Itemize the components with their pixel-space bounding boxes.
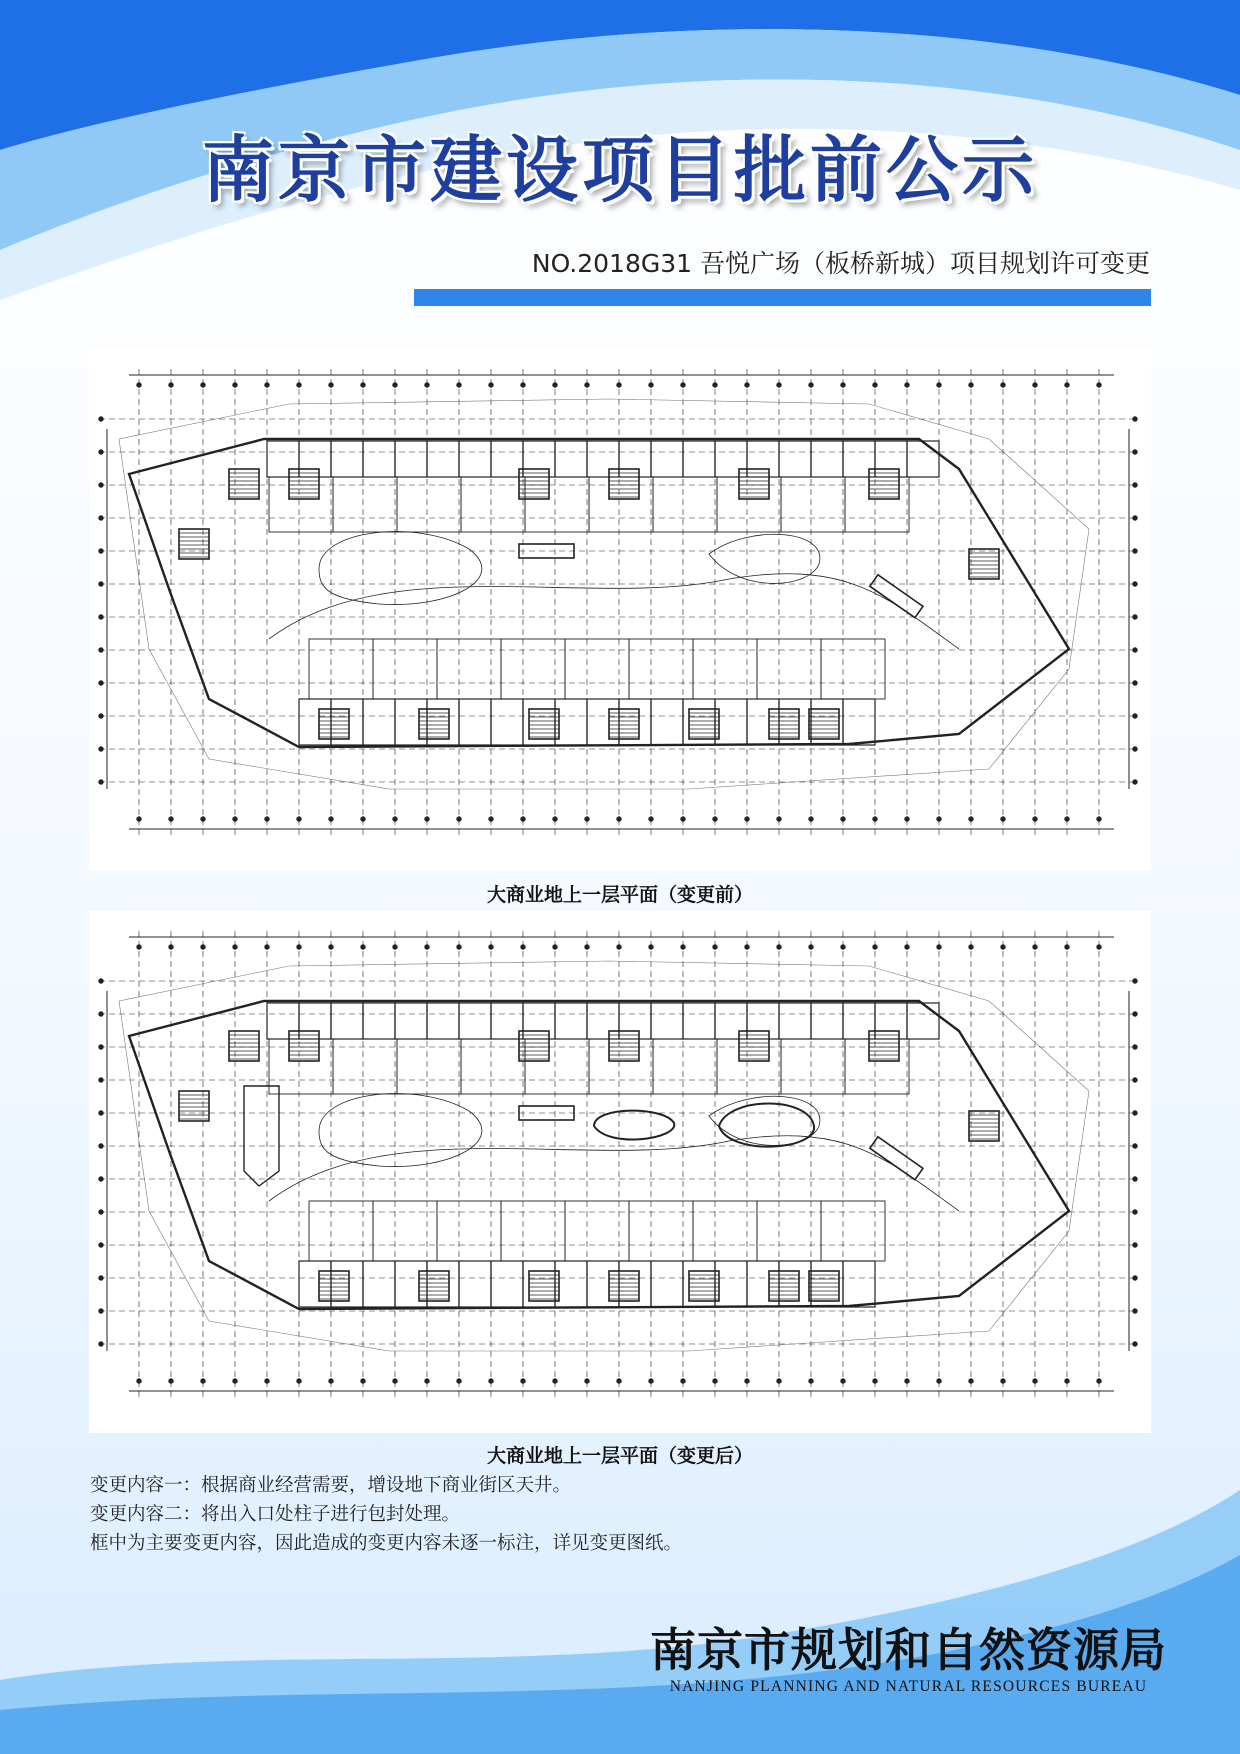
floor-plan-before-drawing: [89, 349, 1151, 871]
subtitle-underline-bar: [414, 289, 1151, 306]
change-note-3: 框中为主要变更内容，因此造成的变更内容未逐一标注，详见变更图纸。: [90, 1533, 683, 1554]
floor-plan-before: [89, 349, 1151, 871]
agency-name-en: NANJING PLANNING AND NATURAL RESOURCES BUREAU: [669, 1678, 1148, 1695]
change-note-2: 变更内容二：将出入口处柱子进行包封处理。: [90, 1504, 461, 1525]
agency-signature: [650, 1622, 1167, 1696]
plan-caption-before: 大商业地上一层平面（变更前）: [486, 884, 753, 906]
floor-plan-after: [89, 911, 1151, 1433]
project-subtitle: NO.2018G31 吾悦广场（板桥新城）项目规划许可变更: [531, 249, 1150, 278]
plan-caption-after: 大商业地上一层平面（变更后）: [486, 1445, 753, 1467]
agency-name-cn: 南京市规划和自然资源局: [650, 1623, 1167, 1677]
change-notes: [90, 1471, 1150, 1558]
poster-title: 南京市建设项目批前公示: [201, 127, 1038, 212]
change-note-1: 变更内容一：根据商业经营需要，增设地下商业街区天井。: [90, 1475, 572, 1496]
floor-plan-after-drawing: [89, 911, 1151, 1433]
footer-wave-background: [0, 1380, 1240, 1754]
